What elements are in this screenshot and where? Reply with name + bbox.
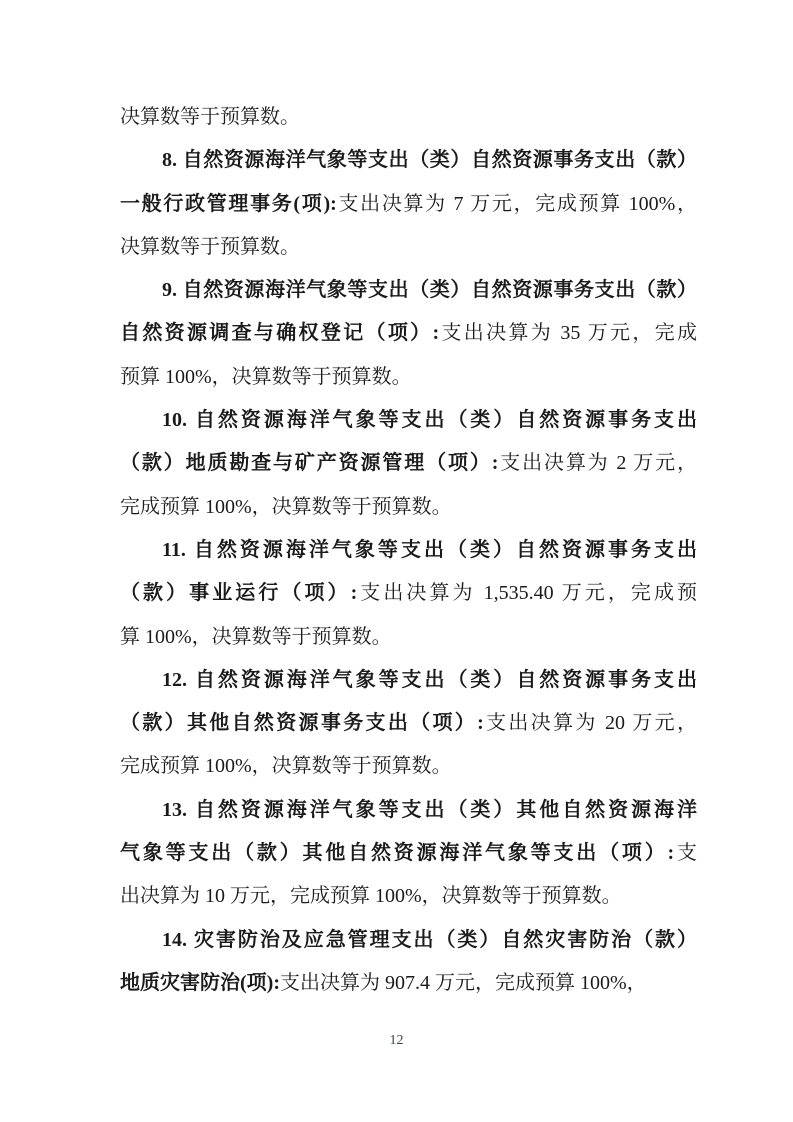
text-line [120,356,697,399]
text-line [120,832,697,875]
text-line [120,139,697,182]
body-text: 支出决算为 20 万元， [483,712,697,735]
bold-text: 9. 自然资源海洋气象等支出（类）自然资源事务支出（款） [162,279,697,302]
text-line [120,96,697,139]
text-line [120,745,697,788]
bold-text: （款）地质勘查与矿产资源管理（项）: [120,452,499,475]
bold-text: 14. 灾害防治及应急管理支出（类）自然灾害防治（款） [162,928,697,951]
text-line [120,269,697,312]
text-line [120,789,697,832]
text-line [120,659,697,702]
bold-text: （款）其他自然资源事务支出（项）: [120,712,484,735]
text-line [120,486,697,529]
text-line [120,529,697,572]
bold-text: （款）事业运行（项）: [120,582,358,605]
body-text: 算 100%，决算数等于预算数。 [120,625,392,648]
text-line [120,572,697,615]
body-text: 支出决算为 7 万元，完成预算 100%， [336,192,697,215]
body-text: 出决算为 10 万元，完成预算 100%，决算数等于预算数。 [120,885,622,908]
bold-text: 一般行政管理事务(项): [120,192,337,215]
text-line [120,399,697,442]
body-text: 完成预算 100%，决算数等于预算数。 [120,495,452,518]
body-text: 完成预算 100%，决算数等于预算数。 [120,755,452,778]
body-text: 支出决算为 35 万元，完成 [439,322,697,345]
bold-text: 12. 自然资源海洋气象等支出（类）自然资源事务支出 [162,668,697,691]
body-text: 决算数等于预算数。 [120,235,300,258]
text-line [120,183,697,226]
text-line [120,616,697,659]
text-line [120,702,697,745]
bold-text: 10. 自然资源海洋气象等支出（类）自然资源事务支出 [162,409,697,432]
body-text: 预算 100%，决算数等于预算数。 [120,365,412,388]
bold-text: 自然资源调查与确权登记（项）: [120,322,440,345]
document-body [120,96,697,1005]
bold-text: 11. 自然资源海洋气象等支出（类）自然资源事务支出 [162,538,697,561]
body-text: 决算数等于预算数。 [120,106,300,128]
text-line [120,312,697,355]
text-line [120,442,697,485]
body-text: 支 [674,842,697,865]
text-line [120,875,697,918]
bold-text: 气象等支出（款）其他自然资源海洋气象等支出（项）: [120,842,675,865]
bold-text: 13. 自然资源海洋气象等支出（类）其他自然资源海洋 [162,798,697,821]
text-line [120,962,697,1005]
bold-text: 地质灾害防治(项): [120,971,280,994]
text-line [120,919,697,962]
body-text: 支出决算为 1,535.40 万元，完成预 [357,582,697,605]
body-text: 支出决算为 2 万元， [498,452,697,475]
body-text: 支出决算为 907.4 万元，完成预算 100%， [279,971,647,994]
text-line [120,226,697,269]
bold-text: 8. 自然资源海洋气象等支出（类）自然资源事务支出（款） [162,149,697,172]
page-number: 12 [389,1033,404,1048]
